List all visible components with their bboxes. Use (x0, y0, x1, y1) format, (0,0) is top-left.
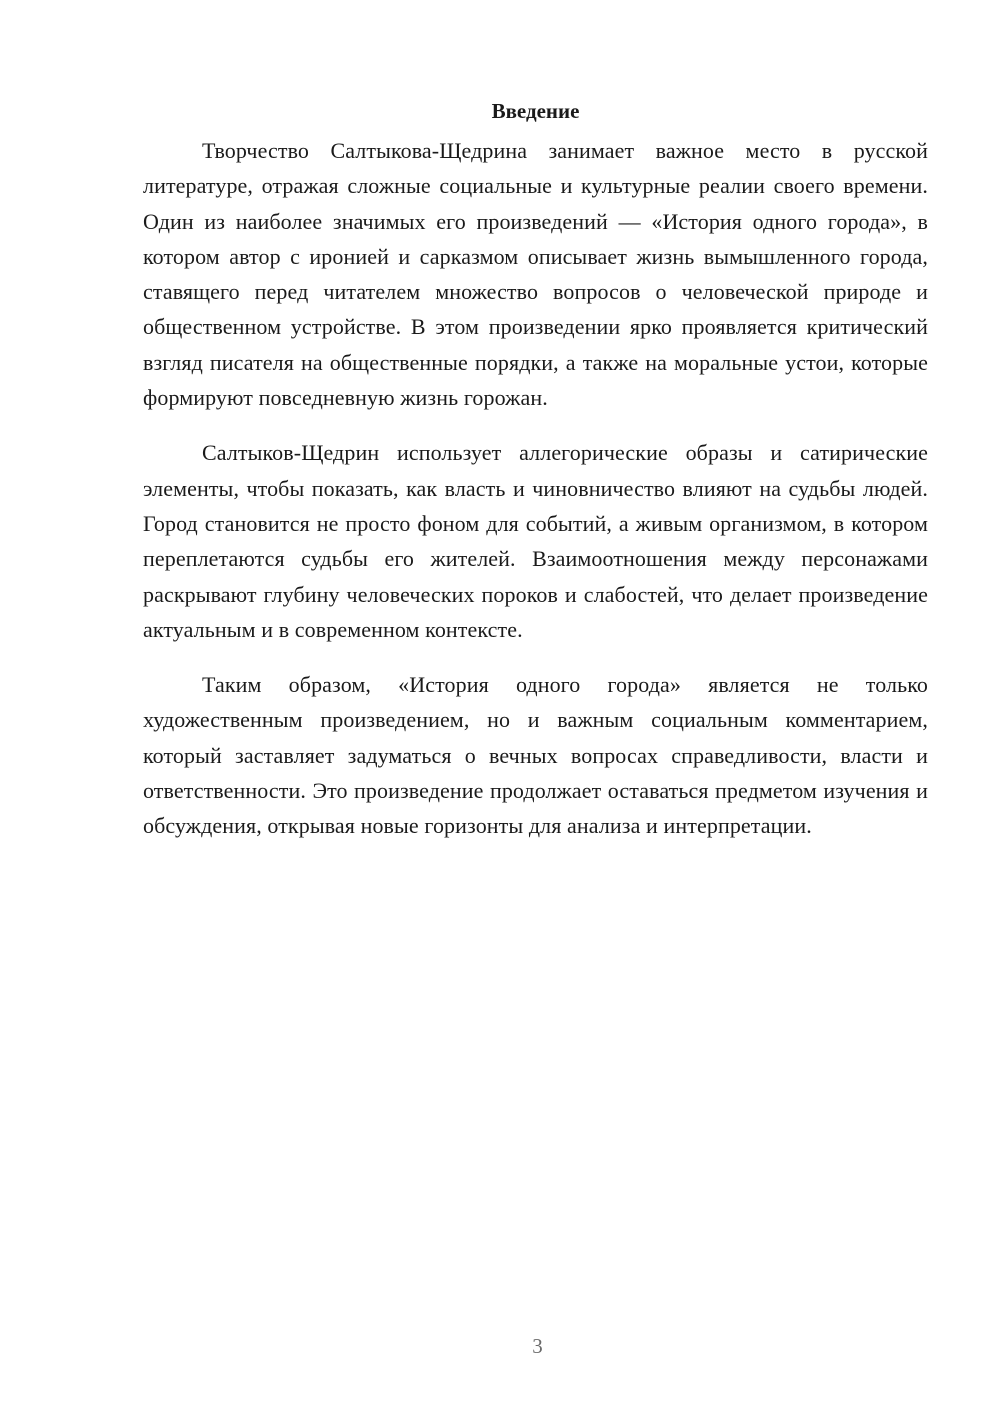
paragraph-3: Таким образом, «История одного города» является не только художественным произведением, но и важным социальным комментарием, который заставляет задуматься о вечных вопросах справедливости, власти и ответственности. Это произведение продолжает оставаться предметом изучения и обсуждения, открывая новые горизонты для анализа и интерпретации. (143, 672, 928, 839)
page-content (143, 96, 928, 844)
paragraph-2: Салтыков-Щедрин использует аллегорические образы и сатирические элементы, чтобы показать, как власть и чиновничество влияют на судьбы людей. Город становится не просто фоном для событий, а живым организмом, в котором переплетаются судьбы его жителей. Взаимоотношения между персонажами раскрывают глубину человеческих пороков и слабостей, что делает произведение актуальным и в современном контексте. (143, 440, 928, 642)
paragraph-1: Творчество Салтыкова-Щедрина занимает важное место в русской литературе, отражая сложные социальные и культурные реалии своего времени. Один из наиболее значимых его произведений — «История одного города», в котором автор с иронией и сарказмом описывает жизнь вымышленного города, ставящего перед читателем множество вопросов о человеческой природе и общественном устройстве. В этом произведении ярко проявляется критический взгляд писателя на общественные порядки, а также на моральные устои, которые формируют повседневную жизнь горожан. (143, 138, 928, 411)
section-title: Введение (491, 99, 580, 123)
page-number: 3 (532, 1334, 543, 1358)
